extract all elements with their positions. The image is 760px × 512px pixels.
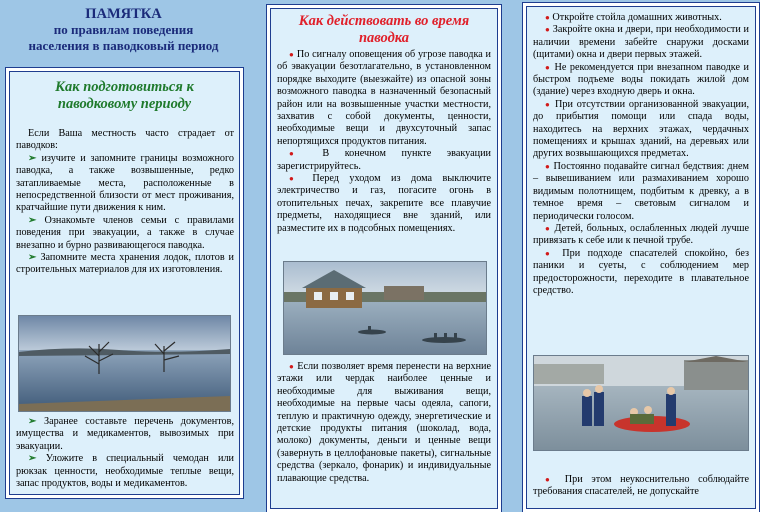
during-text-bottom bbox=[277, 361, 491, 485]
list-item: ● Не рекомендуется при внезапном паводке и быстром подъеме воды покидать жилой дом (здание) через входную дверь и окна. bbox=[533, 61, 749, 98]
bullet-icon: ● bbox=[545, 62, 551, 72]
flooded-house-photo bbox=[283, 261, 487, 355]
list-item: ● Постоянно подавайте сигнал бедствия: днем – вывешиванием или размахиванием хорошо видимым полотнищем, подбитым к древку, а в темное время – световым сигналом и периодически голосом. bbox=[533, 160, 749, 222]
list-item: ➢ Уложите в специальный чемодан или рюкзак ценности, необходимые теплые вещи, запас продуктов, воды и медикаментов. bbox=[16, 453, 234, 490]
column-prepare bbox=[0, 0, 247, 512]
prepare-text-bottom bbox=[16, 416, 234, 490]
list-item: ● Закройте окна и двери, при необходимости и наличии времени забейте снаружи досками (щитами) окна и двери первых этажей. bbox=[533, 24, 749, 61]
list-item: ➢ Заранее составьте перечень документов, имущества и медикаментов, вывозимых при эвакуации. bbox=[16, 416, 234, 452]
bullet-icon: ● bbox=[289, 50, 295, 59]
bullet-icon: ● bbox=[545, 161, 551, 171]
list-item: ● В конечном пункте эвакуации зарегистрируйтесь. bbox=[277, 148, 491, 172]
heading-during: Как действовать во время паводка bbox=[298, 13, 470, 46]
bullet-icon: ● bbox=[289, 362, 295, 371]
check-icon: ➢ bbox=[28, 416, 37, 427]
list-item: ➢ изучите и запомните границы возможного паводка, а также возвышенные, редко затапливаемые места, расположенные в непосредственной близости от мест проживания, кратчайшие пути движения к ним. bbox=[16, 152, 235, 214]
more-text-top bbox=[533, 12, 749, 297]
bullet-icon: ● bbox=[545, 223, 551, 233]
during-text-top bbox=[277, 49, 491, 235]
rescue-boat-photo bbox=[533, 355, 749, 451]
page-title: ПАМЯТКА по правилам поведения населения в паводковый период bbox=[28, 6, 219, 53]
column-more bbox=[519, 0, 760, 512]
panel-prepare bbox=[9, 71, 240, 495]
panel-more bbox=[526, 6, 756, 509]
list-item: ➢ Запомните места хранения лодок, плотов и строительных материалов для их изготовления. bbox=[16, 252, 234, 276]
bullet-icon: ● bbox=[545, 475, 557, 484]
list-item: ● При этом неукоснительно соблюдайте требования спасателей, не допускайте bbox=[533, 474, 749, 498]
list-item: ● При подходе спасателей спокойно, без паники и суеты, с соблюдением мер предосторожности, переходите в плавательное средство. bbox=[533, 247, 749, 296]
prepare-text-top bbox=[16, 128, 234, 277]
list-item: ● Детей, больных, ослабленных людей лучше привязать к себе или к печной трубе. bbox=[533, 222, 749, 247]
bullet-icon: ● bbox=[545, 248, 555, 258]
flooded-trees-photo bbox=[18, 315, 231, 412]
heading-prepare: Как подготовиться к паводковому периоду bbox=[55, 79, 194, 112]
check-icon: ➢ bbox=[28, 252, 37, 264]
list-item: ➢ Ознакомьте членов семьи с правилами поведения при эвакуации, а также в случае внезапно и бурно развивающегося паводка. bbox=[16, 214, 234, 251]
list-item: ● По сигналу оповещения об угрозе паводка и об эвакуации безотлагательно, в установленном порядке выходите (выезжайте) из опасной зоны возможного паводка в назначенный безопасный район или на возвышенные участки местности, захватив с собой документы, ценности, необходимые вещи и двухсуточный запас непортящихся продуктов питания. bbox=[277, 49, 491, 147]
bullet-icon: ● bbox=[289, 149, 307, 159]
check-icon: ➢ bbox=[28, 152, 37, 164]
check-icon: ➢ bbox=[28, 214, 37, 226]
bullet-icon: ● bbox=[545, 99, 552, 109]
bullet-icon: ● bbox=[545, 13, 550, 22]
bullet-icon: ● bbox=[289, 174, 302, 184]
column-during bbox=[263, 0, 503, 512]
check-icon: ➢ bbox=[28, 453, 37, 465]
list-item: ● При отсутствии организованной эвакуации, до прибытия помощи или спада воды, находитесь на верхних этажах, чердачных помещениях и крышах зданий, на деревьях или других возвышающихся предметах. bbox=[533, 98, 749, 160]
list-item: ● Откройте стойла домашних животных. bbox=[545, 12, 722, 23]
list-item: ● Если позволяет время перенести на верхние этажи или чердак наиболее ценные и необходимые для выживания вещи, необходимые на первые часы одеяла, сапоги, теплую и практичную одежду, энергетические и детские продукты питания (шоколад, вода, молоко) документы, деньги и ценные вещи (завернуть в целлофановые пакеты), сигнальные средства (зеркало, фонарик) и индивидуальные плавающие средства. bbox=[277, 361, 491, 484]
list-item: ● Перед уходом из дома выключите электричество и газ, погасите огонь в отопительных печах, закрепите все плавучие предметы, находящиеся вне зданий, или разместите их в подсобных помещениях. bbox=[277, 173, 492, 234]
bullet-icon: ● bbox=[545, 25, 551, 35]
panel-during bbox=[270, 8, 498, 509]
more-text-bottom bbox=[533, 474, 749, 499]
prepare-intro: Если Ваша местность часто страдает от паводков: bbox=[16, 128, 234, 152]
